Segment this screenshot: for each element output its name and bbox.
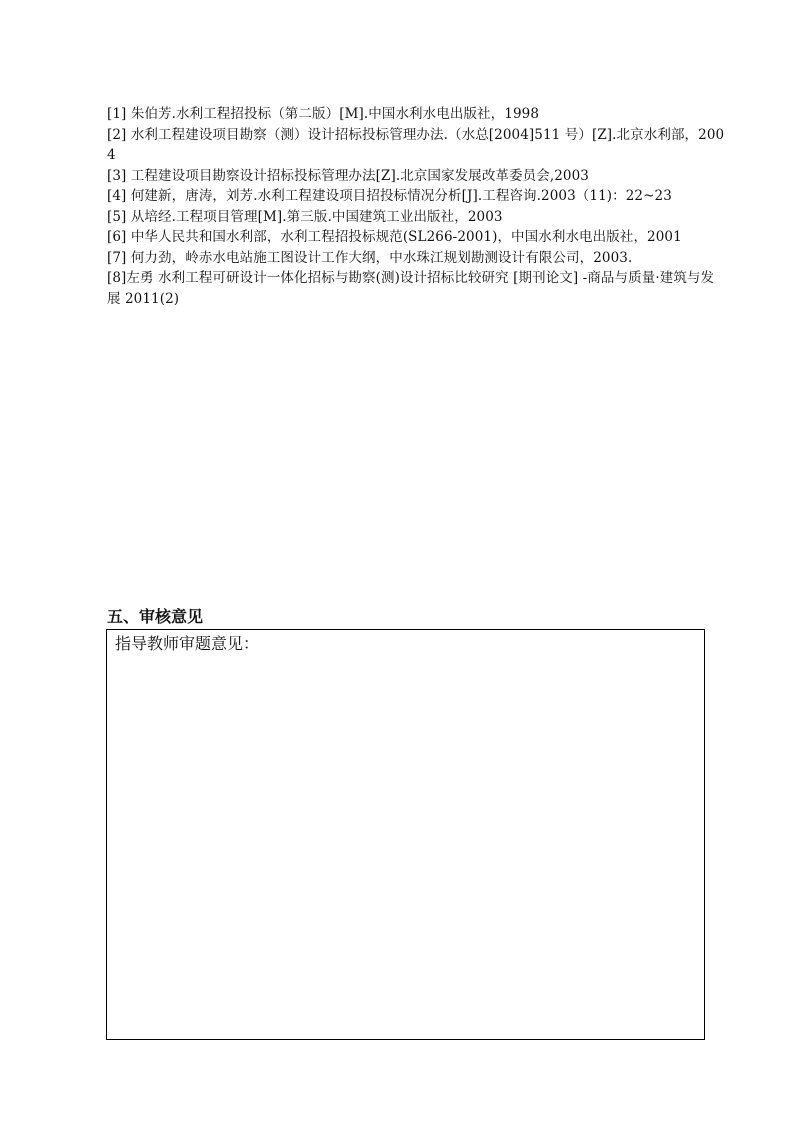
reference-item-3: [3] 工程建设项目勘察设计招标投标管理办法[Z].北京国家发展改革委员会,2003	[107, 167, 589, 184]
reference-item-1: [1] 朱伯芳.水利工程招投标（第二版）[M].中国水利水电出版社，1998	[107, 106, 540, 122]
reference-item-2: [2] 水利工程建设项目勘察（测）设计招标投标管理办法.（水总[2004]511 号）[Z].北京水利部，2004	[107, 126, 725, 163]
review-opinion-label: 指导教师审题意见：	[115, 634, 260, 653]
reference-item-5: [5] 从培经.工程项目管理[M].第三版.中国建筑工业出版社，2003	[107, 208, 503, 225]
reference-list	[107, 104, 727, 309]
reference-item-4: [4] 何建新，唐涛，刘芳.水利工程建设项目招投标情况分析[J].工程咨询.2003（11)：22~23	[107, 188, 672, 204]
reference-item-7: [7] 何力劲，岭赤水电站施工图设计工作大纲，中水珠江规划勘测设计有限公司，2003.	[107, 249, 633, 266]
reference-item-8: [8]左勇 水利工程可研设计一体化招标与勘察(测)设计招标比较研究 [期刊论文] -商品与质量·建筑与发展 2011(2)	[107, 270, 715, 307]
reference-item-6: [6] 中华人民共和国水利部，水利工程招投标规范(SL266-2001)，中国水利水电出版社，2001	[107, 229, 682, 245]
section-title: 五、审核意见	[107, 607, 204, 626]
review-opinion-box	[106, 629, 705, 1040]
